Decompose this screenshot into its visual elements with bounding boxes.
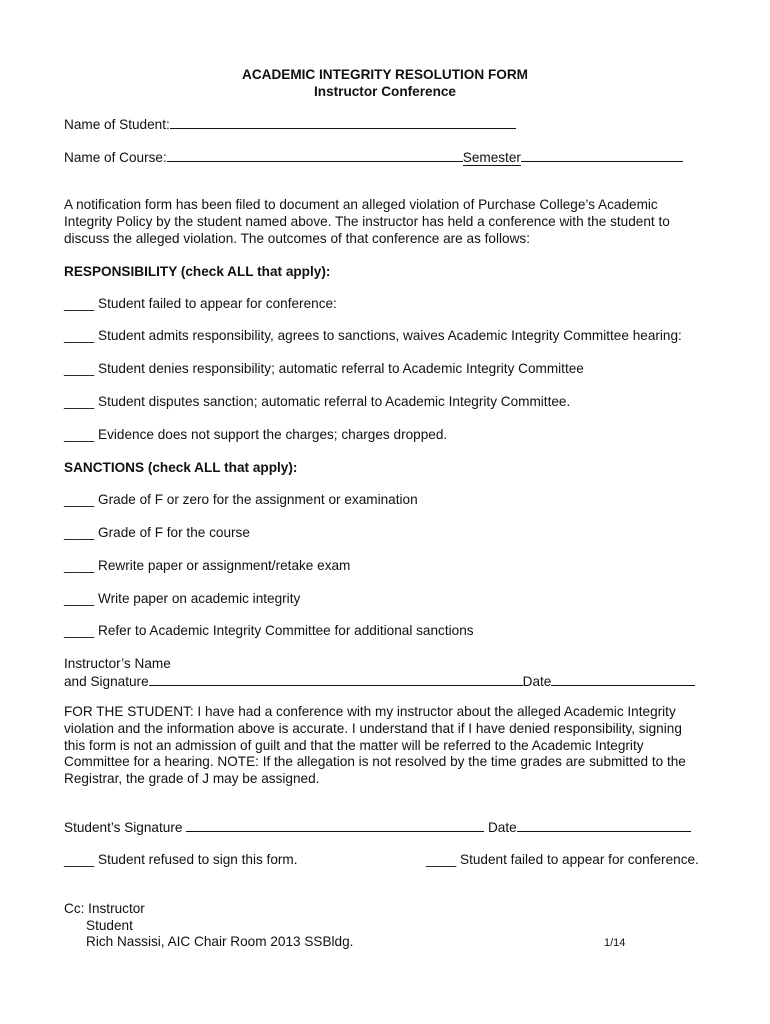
sanction-item-label: Write paper on academic integrity <box>98 591 301 606</box>
responsibility-item-label: Student denies responsibility; automatic referral to Academic Integrity Committee <box>98 361 584 376</box>
check-blank[interactable]: ____ <box>64 296 95 311</box>
student-name-label: Name of Student: <box>64 117 170 132</box>
intro-line-2: Integrity Policy by the student named above. The instructor has held a conference with the student to <box>64 214 670 229</box>
failed-appear-check-row <box>426 851 699 868</box>
check-blank[interactable]: ____ <box>64 525 95 540</box>
responsibility-heading: RESPONSIBILITY (check ALL that apply): <box>64 264 331 279</box>
student-statement-line-1: FOR THE STUDENT: I have had a conference with my instructor about the alleged Academic Integrity <box>64 704 676 719</box>
check-blank[interactable]: ____ <box>64 492 95 507</box>
refused-check-row <box>64 851 298 868</box>
cc-student: Student <box>86 918 133 933</box>
student-signature-label: Student’s Signature <box>64 820 183 835</box>
check-blank[interactable]: ____ <box>64 623 95 638</box>
check-blank[interactable]: ____ <box>64 591 95 606</box>
instructor-name-label: Instructor’s Name <box>64 656 171 671</box>
sanction-item-label: Rewrite paper or assignment/retake exam <box>98 558 351 573</box>
sanction-item <box>64 491 418 508</box>
course-row <box>64 148 683 166</box>
responsibility-item <box>64 327 682 344</box>
check-blank[interactable]: ____ <box>64 427 95 442</box>
instructor-signature-row <box>64 672 695 690</box>
student-date-field[interactable] <box>517 818 691 832</box>
check-blank[interactable]: ____ <box>64 328 95 343</box>
cc-label: Cc: Instructor <box>64 901 145 916</box>
refused-check-label: Student refused to sign this form. <box>98 852 298 867</box>
page-number: 1/14 <box>604 937 626 949</box>
student-statement-line-5: Registrar, the grade of J may be assigned. <box>64 771 320 786</box>
form-subtitle: Instructor Conference <box>313 84 456 99</box>
course-field[interactable] <box>167 148 463 162</box>
sanction-item-label: Refer to Academic Integrity Committee for additional sanctions <box>98 623 474 638</box>
intro-line-3: discuss the alleged violation. The outcomes of that conference are as follows: <box>64 231 530 246</box>
responsibility-item-label: Evidence does not support the charges; charges dropped. <box>98 427 448 442</box>
cc-chair: Rich Nassisi, AIC Chair Room 2013 SSBldg. <box>86 934 354 949</box>
check-blank[interactable]: ____ <box>426 852 457 867</box>
sanctions-heading: SANCTIONS (check ALL that apply): <box>64 460 298 475</box>
responsibility-item <box>64 360 584 377</box>
semester-field[interactable] <box>521 148 683 162</box>
intro-line-1: A notification form has been filed to document an alleged violation of Purchase College’s Academic <box>64 197 658 212</box>
responsibility-item-label: Student admits responsibility, agrees to sanctions, waives Academic Integrity Committee hearing: <box>98 328 682 343</box>
sanction-item-label: Grade of F or zero for the assignment or examination <box>98 492 418 507</box>
student-statement-line-3: this form is not an admission of guilt and that the matter will be referred to the Academic Integrity <box>64 738 644 753</box>
student-signature-field[interactable] <box>186 818 484 832</box>
sanction-item <box>64 622 474 639</box>
student-name-field[interactable] <box>170 115 516 129</box>
student-statement-line-2: violation and the information above is accurate. I understand that if I have denied responsibility, signing <box>64 721 682 736</box>
course-label: Name of Course: <box>64 150 167 165</box>
student-date-label: Date <box>487 820 517 835</box>
responsibility-item <box>64 426 447 443</box>
instructor-date-field[interactable] <box>551 672 695 686</box>
student-signature-row <box>64 818 691 836</box>
check-blank[interactable]: ____ <box>64 558 95 573</box>
instructor-signature-field[interactable] <box>149 672 523 686</box>
sanction-item <box>64 590 300 607</box>
check-blank[interactable]: ____ <box>64 394 95 409</box>
sanction-item-label: Grade of F for the course <box>98 525 250 540</box>
instructor-date-label: Date <box>522 674 552 689</box>
responsibility-item <box>64 393 570 410</box>
check-blank[interactable]: ____ <box>64 361 95 376</box>
student-name-row <box>64 115 516 133</box>
sanction-item <box>64 524 250 541</box>
sanction-item <box>64 557 350 574</box>
instructor-signature-label: and Signature <box>64 674 149 689</box>
form-title: ACADEMIC INTEGRITY RESOLUTION FORM <box>242 67 528 82</box>
check-blank[interactable]: ____ <box>64 852 95 867</box>
failed-appear-check-label: Student failed to appear for conference. <box>460 852 699 867</box>
responsibility-item <box>64 295 337 312</box>
responsibility-item-label: Student disputes sanction; automatic referral to Academic Integrity Committee. <box>98 394 571 409</box>
semester-label: Semester <box>462 150 521 165</box>
responsibility-item-label: Student failed to appear for conference: <box>98 296 337 311</box>
student-statement-line-4: Committee for a hearing. NOTE: If the allegation is not resolved by the time grades are submitted to the <box>64 754 686 769</box>
